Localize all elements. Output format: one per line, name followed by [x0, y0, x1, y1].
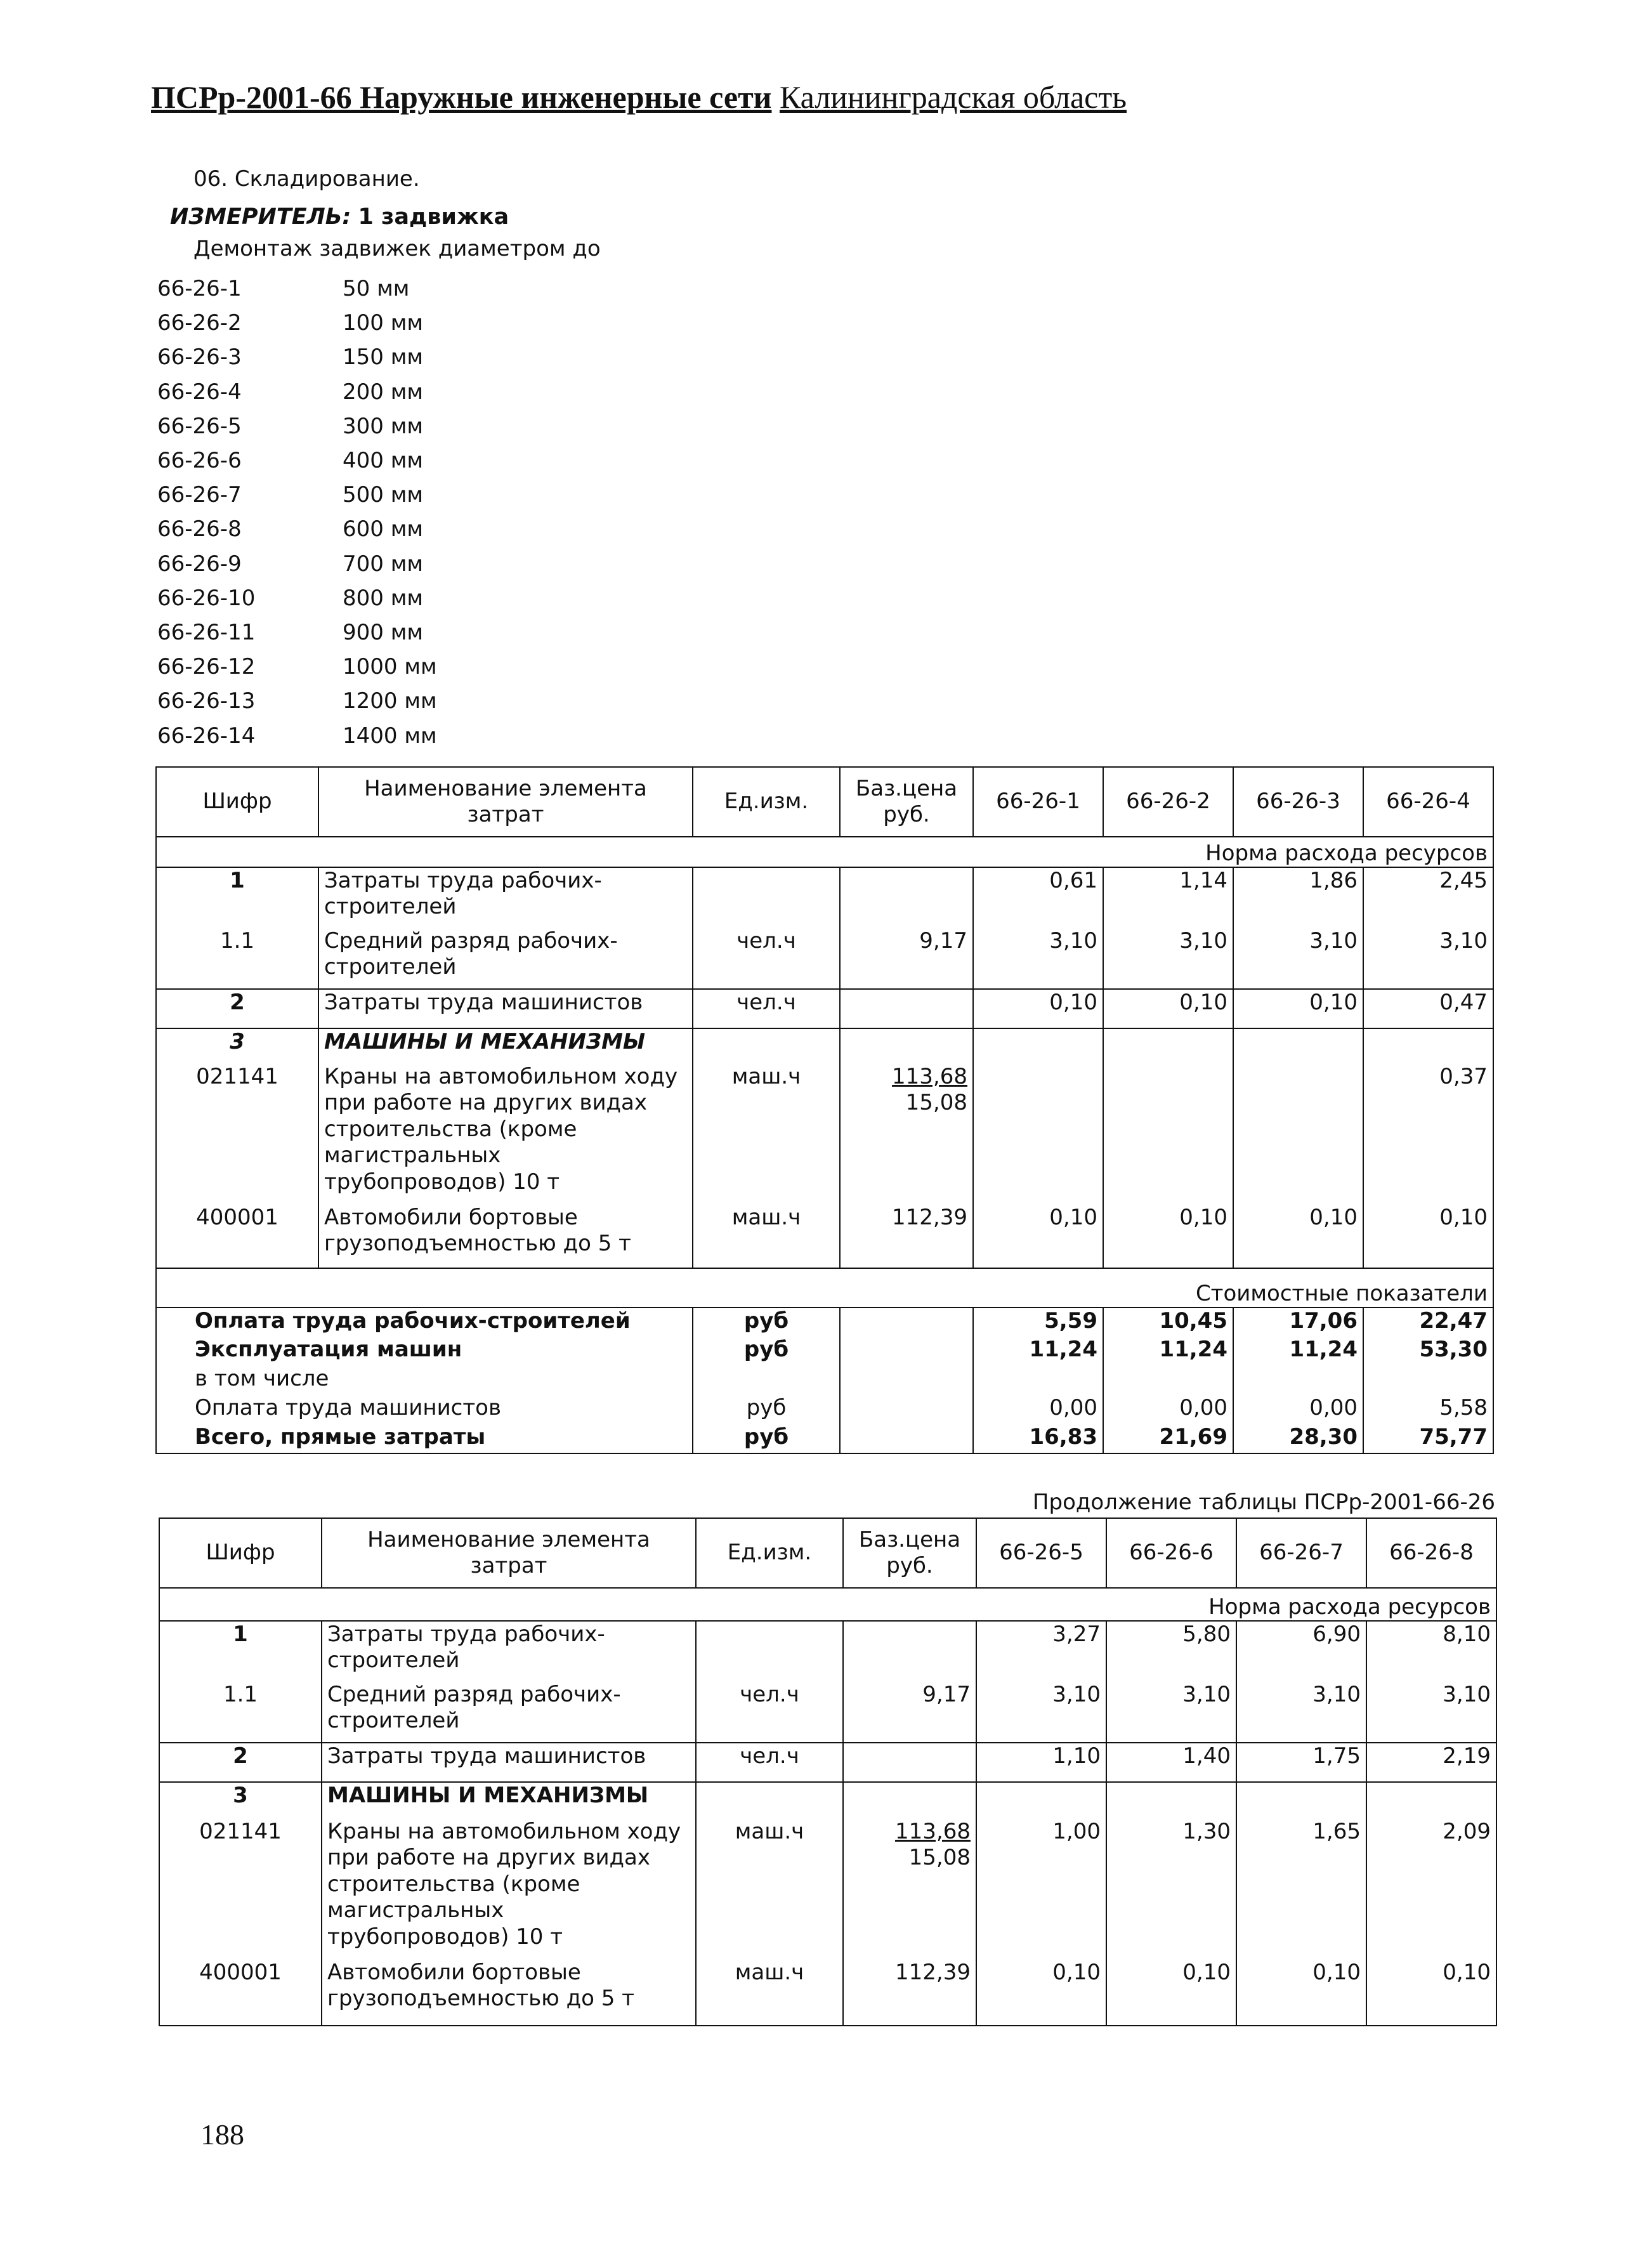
- header-title: ПСРр-2001-66 Наружные инженерные сети: [151, 79, 772, 115]
- col-norm-4: 66-26-4: [1363, 767, 1493, 837]
- code-list-item: [157, 478, 437, 512]
- code-diameter: 800 мм: [343, 585, 424, 611]
- code-list-item: [157, 306, 437, 340]
- code-list-item: [157, 615, 437, 650]
- table-row: 1.1 Средний разряд рабочих-строителей чел.ч 9,17 3,10 3,10 3,10 3,10: [159, 1682, 1496, 1743]
- norm-label: Норма расхода ресурсов: [156, 837, 1493, 867]
- resource-table-2: [159, 1517, 1497, 2026]
- col-price: Баз.цена руб.: [843, 1518, 976, 1588]
- code-list-item: [157, 443, 437, 478]
- code-list-item: [157, 684, 437, 718]
- table-row: 2 Затраты труда машинистов чел.ч 0,10 0,10 0,10 0,47: [156, 989, 1493, 1028]
- code-number: 66-26-14: [157, 723, 256, 749]
- col-price: Баз.цена руб.: [840, 767, 973, 837]
- measure-value: 1 задвижка: [358, 204, 509, 230]
- table-header-row: [159, 1518, 1496, 1588]
- code-number: 66-26-4: [157, 379, 242, 405]
- resource-table-1: [155, 766, 1494, 1454]
- col-name: Наименование элемента затрат: [318, 767, 693, 837]
- table-header-row: [156, 767, 1493, 837]
- col-norm-1: 66-26-1: [973, 767, 1103, 837]
- table-row: 2 Затраты труда машинистов чел.ч 1,10 1,40 1,75 2,19: [159, 1743, 1496, 1782]
- col-norm-3: 66-26-3: [1233, 767, 1363, 837]
- code-number: 66-26-5: [157, 413, 242, 439]
- code-list-item: [157, 512, 437, 546]
- code-list-item: [157, 650, 437, 684]
- col-norm-5: 66-26-5: [976, 1518, 1106, 1588]
- table-row: 1 Затраты труда рабочих-строителей 0,61 1,14 1,86 2,45: [156, 867, 1493, 928]
- code-list-item: [157, 409, 437, 443]
- code-diameter: 400 мм: [343, 448, 424, 474]
- cost-row: Оплата труда машинистов руб 0,00 0,00 0,00 5,58: [156, 1395, 1493, 1424]
- code-number: 66-26-1: [157, 276, 242, 302]
- code-number: 66-26-13: [157, 688, 256, 714]
- col-unit: Ед.изм.: [693, 767, 840, 837]
- code-list-item: [157, 272, 437, 306]
- measure-label: ИЗМЕРИТЕЛЬ:: [170, 204, 351, 230]
- header-region: Калининградская область: [779, 79, 1127, 115]
- cost-row: Всего, прямые затраты руб 16,83 21,69 28,30 75,77: [156, 1424, 1493, 1453]
- col-code: Шифр: [159, 1518, 322, 1588]
- cost-label: Стоимостные показатели: [156, 1268, 1493, 1308]
- table-row: 1.1 Средний разряд рабочих-строителей чел.ч 9,17 3,10 3,10 3,10 3,10: [156, 928, 1493, 989]
- table-row: 021141 Краны на автомобильном ходу при работе на других видах строительства (кроме магистральных трубопроводов) 10 т маш.ч 113,68 15,08 0,37: [156, 1064, 1493, 1205]
- code-list-item: [157, 547, 437, 581]
- measure-line: [170, 204, 509, 230]
- table-row: 1 Затраты труда рабочих-строителей 3,27 5,80 6,90 8,10: [159, 1621, 1496, 1682]
- code-number: 66-26-7: [157, 482, 242, 508]
- table-row: 021141 Краны на автомобильном ходу при работе на других видах строительства (кроме магистральных трубопроводов) 10 т маш.ч 113,68 15,08 1,00 1,30 1,65 2,09: [159, 1819, 1496, 1960]
- code-list-item: [157, 581, 437, 615]
- code-number: 66-26-2: [157, 310, 242, 336]
- code-list-item: [157, 375, 437, 409]
- section-title: 06. Складирование.: [193, 166, 420, 192]
- code-list-item: [157, 340, 437, 374]
- code-diameter: 700 мм: [343, 551, 424, 577]
- col-norm-8: 66-26-8: [1366, 1518, 1496, 1588]
- norm-label: Норма расхода ресурсов: [159, 1588, 1496, 1621]
- table-row: 3 МАШИНЫ И МЕХАНИЗМЫ: [159, 1782, 1496, 1819]
- code-diameter: 150 мм: [343, 344, 424, 370]
- col-name: Наименование элемента затрат: [322, 1518, 696, 1588]
- continuation-caption: Продолжение таблицы ПСРр-2001-66-26: [1032, 1490, 1495, 1515]
- cost-row: Оплата труда рабочих-строителей руб 5,59 10,45 17,06 22,47: [156, 1308, 1493, 1337]
- code-diameter: 600 мм: [343, 516, 424, 542]
- table-row: 400001 Автомобили бортовые грузоподъемностью до 5 т маш.ч 112,39 0,10 0,10 0,10 0,10: [156, 1205, 1493, 1268]
- code-number: 66-26-3: [157, 344, 242, 370]
- table-row: 400001 Автомобили бортовые грузоподъемностью до 5 т маш.ч 112,39 0,10 0,10 0,10 0,10: [159, 1960, 1496, 2026]
- code-diameter: 50 мм: [343, 276, 410, 302]
- code-number: 66-26-10: [157, 585, 256, 611]
- code-diameter: 900 мм: [343, 619, 424, 645]
- code-diameter: 100 мм: [343, 310, 424, 336]
- code-diameter: 500 мм: [343, 482, 424, 508]
- code-diameter: 1400 мм: [343, 723, 437, 749]
- code-diameter: 1000 мм: [343, 654, 437, 680]
- code-diameter: 300 мм: [343, 413, 424, 439]
- code-number: 66-26-12: [157, 654, 256, 680]
- col-code: Шифр: [156, 767, 318, 837]
- col-unit: Ед.изм.: [696, 1518, 843, 1588]
- col-norm-2: 66-26-2: [1103, 767, 1233, 837]
- code-diameter: 200 мм: [343, 379, 424, 405]
- page-number: 188: [200, 2118, 244, 2151]
- page-header: [151, 80, 1127, 115]
- table-row: 3 МАШИНЫ И МЕХАНИЗМЫ: [156, 1028, 1493, 1064]
- code-number: 66-26-11: [157, 619, 256, 645]
- col-norm-6: 66-26-6: [1106, 1518, 1236, 1588]
- cost-row: в том числе: [156, 1366, 1493, 1395]
- code-list: [157, 272, 437, 753]
- cost-row: Эксплуатация машин руб 11,24 11,24 11,24 53,30: [156, 1337, 1493, 1366]
- code-list-item: [157, 718, 437, 752]
- code-number: 66-26-9: [157, 551, 242, 577]
- col-norm-7: 66-26-7: [1236, 1518, 1366, 1588]
- code-number: 66-26-6: [157, 448, 242, 474]
- code-number: 66-26-8: [157, 516, 242, 542]
- code-diameter: 1200 мм: [343, 688, 437, 714]
- work-description: Демонтаж задвижек диаметром до: [193, 236, 601, 261]
